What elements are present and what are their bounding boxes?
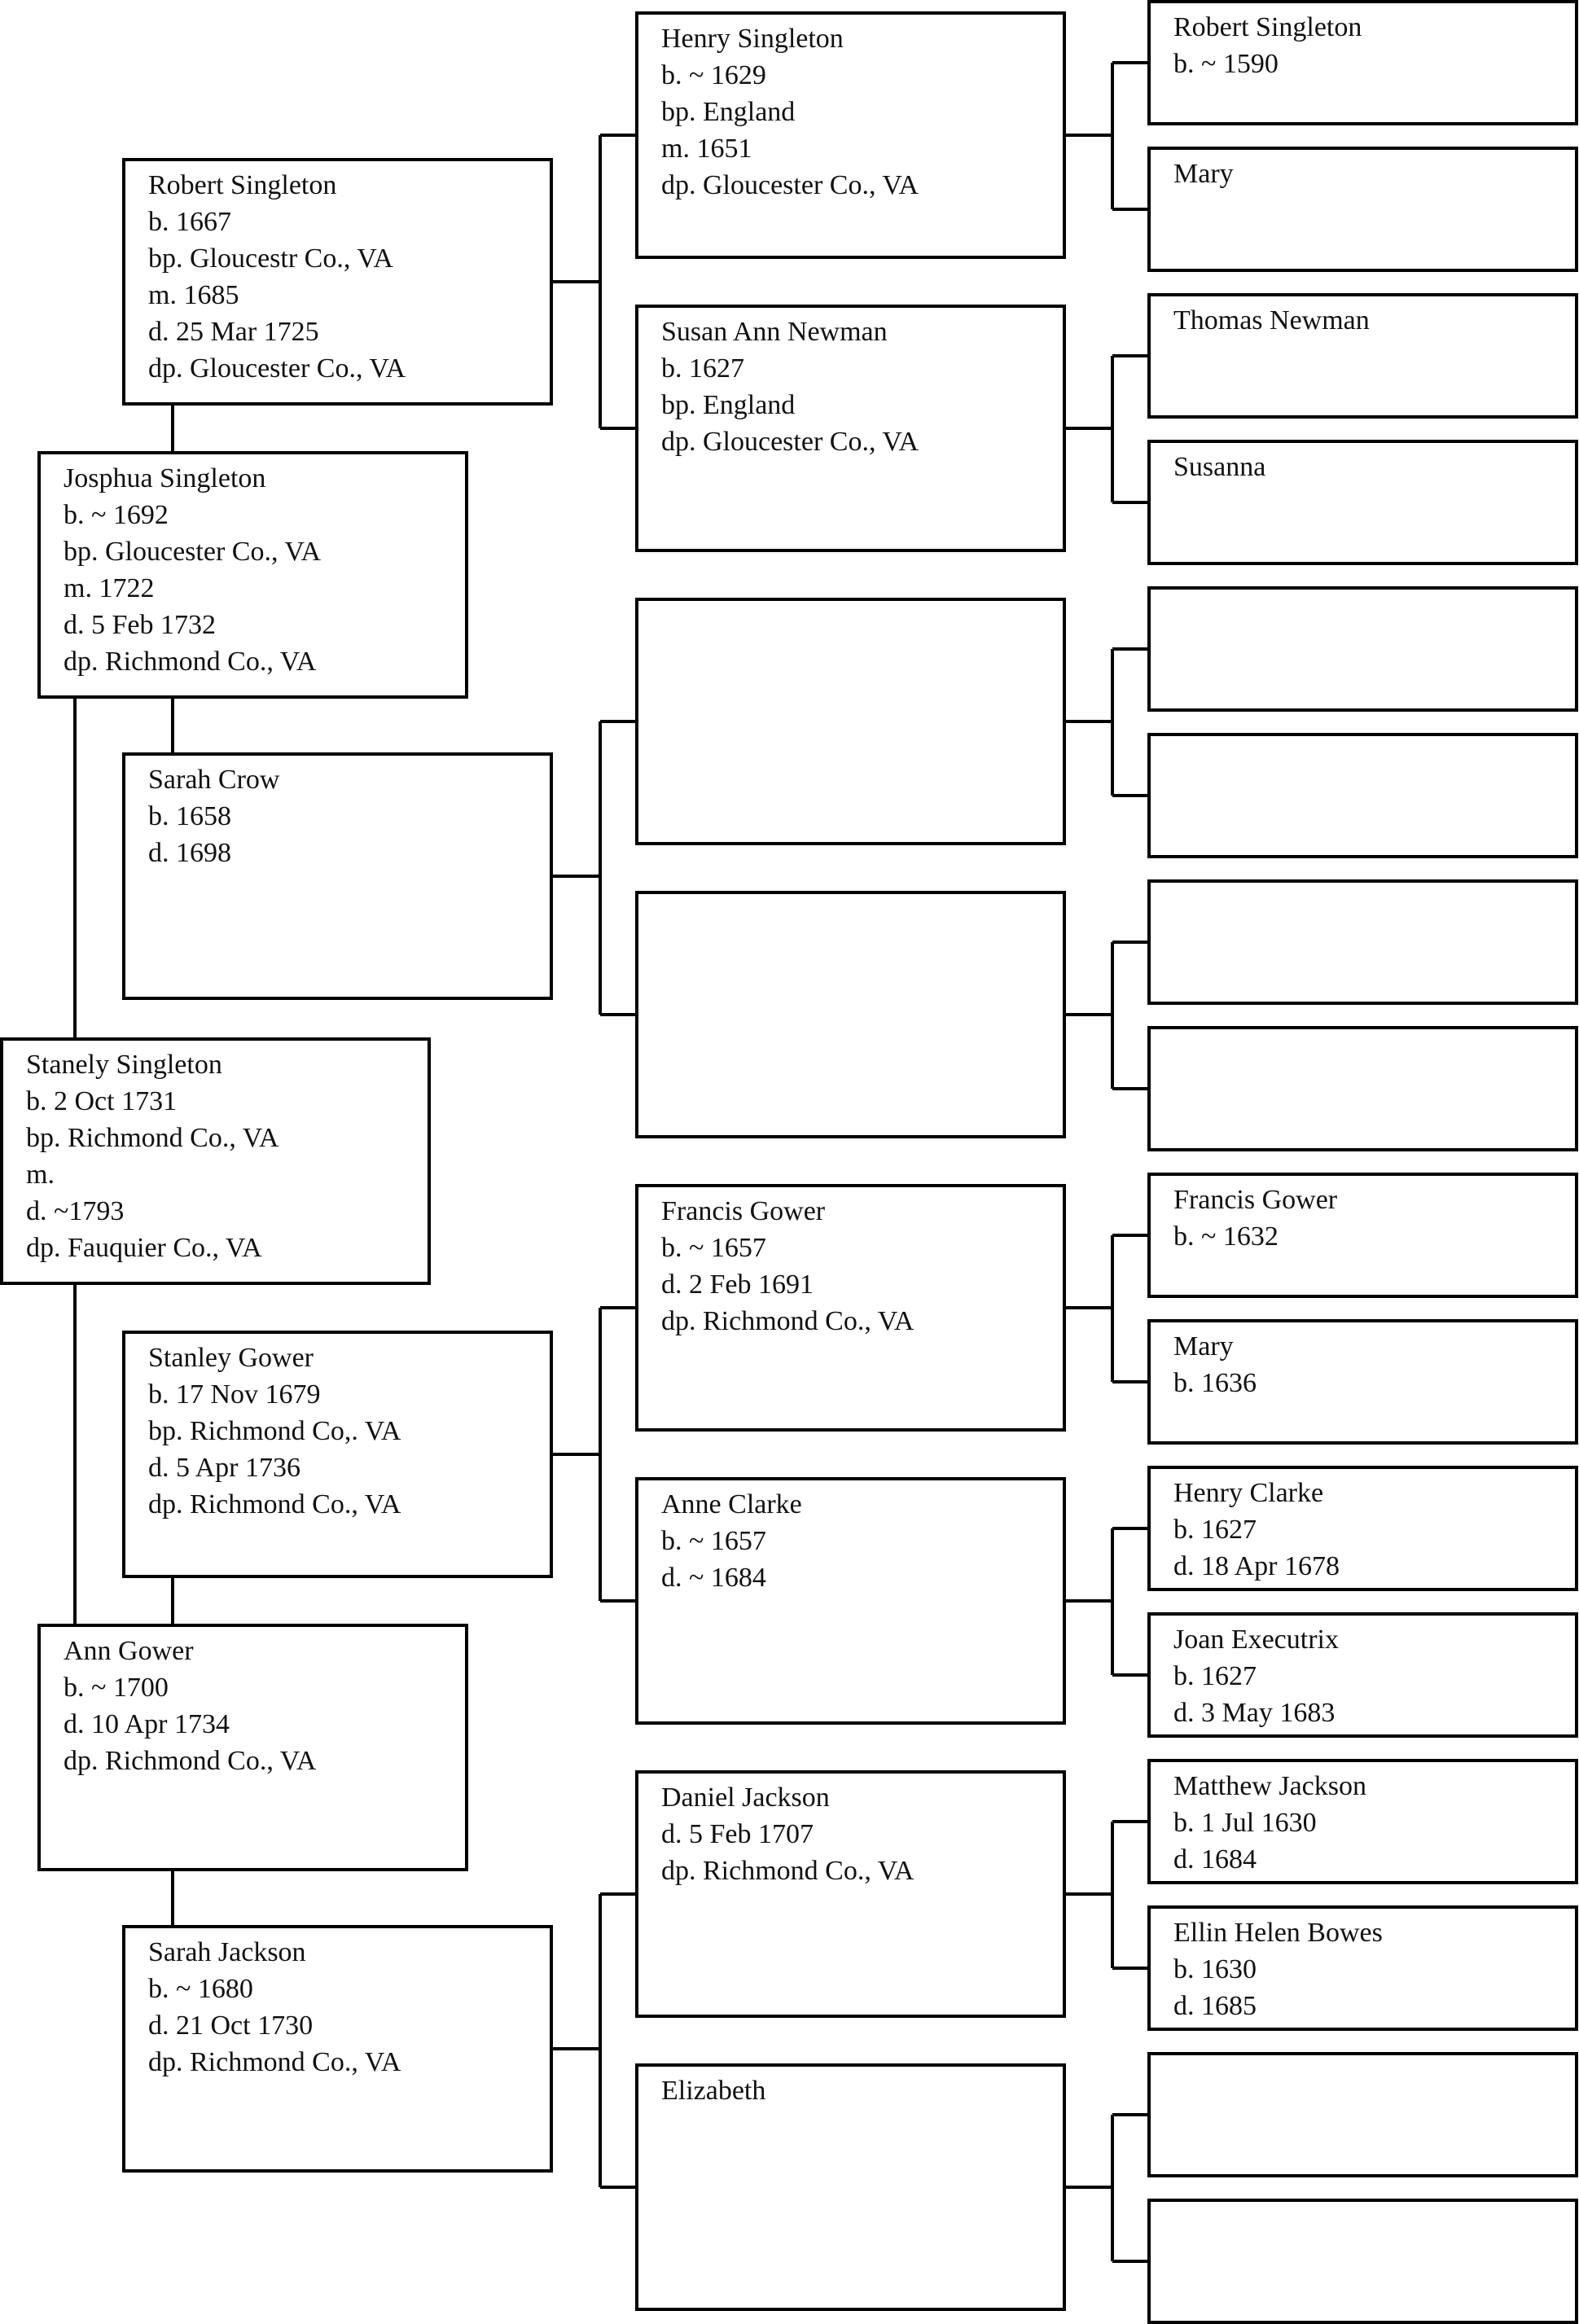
person-box (637, 1186, 1064, 1430)
person-detail: d. 5 Feb 1707 (661, 1819, 814, 1849)
person-box-frame (1149, 2200, 1577, 2322)
person-detail: d. 18 Apr 1678 (1173, 1551, 1340, 1581)
person-detail: b. ~ 1629 (661, 60, 766, 90)
person-name: Joan Executrix (1173, 1625, 1339, 1655)
person-detail: b. ~ 1680 (148, 1974, 253, 2004)
person-detail: b. ~ 1657 (661, 1526, 766, 1556)
person-box (1149, 1907, 1577, 2029)
person-detail: bp. Gloucestr Co., VA (148, 243, 393, 274)
person-box (124, 1927, 551, 2171)
person-detail: bp. Gloucester Co., VA (64, 537, 322, 567)
person-detail: dp. Gloucester Co., VA (661, 170, 919, 200)
person-box (124, 754, 551, 998)
person-detail: b. 1627 (1173, 1661, 1257, 1691)
person-box (1149, 1174, 1577, 1296)
person-detail: dp. Richmond Co., VA (661, 1306, 915, 1336)
person-box-frame (1149, 588, 1577, 710)
person-box (1149, 441, 1577, 563)
person-detail: dp. Richmond Co., VA (148, 2047, 401, 2077)
person-box (637, 1772, 1064, 2016)
person-detail: d. 1685 (1173, 1991, 1257, 2021)
person-detail: dp. Richmond Co., VA (661, 1856, 915, 1886)
person-detail: b. ~ 1590 (1173, 49, 1279, 79)
person-detail: d. ~ 1684 (661, 1563, 766, 1593)
person-box (39, 453, 467, 697)
person-name: Mary (1173, 159, 1234, 189)
person-box (1149, 295, 1577, 417)
person-box (1149, 734, 1577, 857)
person-box (2, 1039, 429, 1283)
person-box (637, 306, 1064, 550)
person-detail: b. 1636 (1173, 1368, 1257, 1398)
person-detail: d. 25 Mar 1725 (148, 317, 319, 347)
person-detail: bp. Richmond Co,. VA (148, 1416, 401, 1446)
person-detail: m. 1685 (148, 280, 239, 310)
person-box (637, 2065, 1064, 2309)
person-box (39, 1625, 467, 1870)
person-name: Susanna (1173, 452, 1266, 482)
person-box (124, 1332, 551, 1576)
person-name: Ellin Helen Bowes (1173, 1918, 1383, 1948)
person-detail: d. 10 Apr 1734 (64, 1709, 230, 1739)
person-box-frame (637, 892, 1064, 1137)
person-detail: b. 1 Jul 1630 (1173, 1808, 1317, 1838)
person-detail: b. ~ 1657 (661, 1233, 766, 1263)
person-detail: b. 1630 (1173, 1954, 1257, 1984)
person-detail: dp. Richmond Co., VA (148, 1489, 401, 1519)
person-box (124, 160, 551, 404)
person-detail: d. 1698 (148, 838, 231, 868)
person-detail: b. 17 Nov 1679 (148, 1379, 321, 1410)
person-name: Mary (1173, 1331, 1234, 1362)
person-name: Henry Singleton (661, 24, 844, 54)
person-name: Sarah Jackson (148, 1937, 306, 1967)
person-box-frame (1149, 1028, 1577, 1150)
person-detail: dp. Gloucester Co., VA (148, 353, 406, 384)
person-name: Stanely Singleton (26, 1050, 222, 1080)
person-box-frame (1149, 881, 1577, 1003)
person-detail: m. 1722 (64, 573, 155, 603)
person-name: Susan Ann Newman (661, 317, 888, 347)
person-box (637, 13, 1064, 257)
person-box (1149, 2, 1577, 124)
person-detail: dp. Richmond Co., VA (64, 647, 317, 677)
person-box (1149, 588, 1577, 710)
person-box-frame (1149, 734, 1577, 857)
person-name: Francis Gower (1173, 1185, 1338, 1215)
person-detail: b. ~ 1692 (64, 500, 169, 530)
person-box (1149, 881, 1577, 1003)
person-name: Sarah Crow (148, 765, 280, 795)
person-detail: d. 5 Feb 1732 (64, 610, 216, 640)
person-box (1149, 1467, 1577, 1590)
person-detail: dp. Gloucester Co., VA (661, 427, 919, 457)
person-name: Elizabeth (661, 2076, 766, 2106)
person-detail: b. 1627 (661, 353, 744, 384)
person-box (1149, 148, 1577, 270)
person-detail: b. 1627 (1173, 1515, 1257, 1545)
person-name: Henry Clarke (1173, 1478, 1324, 1508)
person-box (1149, 1321, 1577, 1443)
person-name: Francis Gower (661, 1196, 826, 1226)
person-name: Matthew Jackson (1173, 1771, 1367, 1801)
person-box (637, 1479, 1064, 1723)
person-name: Josphua Singleton (64, 463, 266, 493)
person-boxes (2, 2, 1577, 2322)
person-detail: b. 2 Oct 1731 (26, 1086, 178, 1116)
person-detail: bp. England (661, 390, 796, 420)
person-box (1149, 2200, 1577, 2322)
person-box-frame (1149, 2054, 1577, 2176)
person-detail: m. 1651 (661, 134, 752, 164)
person-box (1149, 1761, 1577, 1883)
person-detail: bp. Richmond Co., VA (26, 1123, 279, 1153)
person-name: Ann Gower (64, 1636, 194, 1666)
person-detail: b. ~ 1632 (1173, 1221, 1279, 1252)
person-box (1149, 2054, 1577, 2176)
person-detail: d. 3 May 1683 (1173, 1698, 1336, 1728)
person-name: Robert Singleton (1173, 12, 1362, 42)
person-box (637, 892, 1064, 1137)
person-detail: d. 5 Apr 1736 (148, 1453, 300, 1483)
person-box-frame (637, 599, 1064, 844)
person-detail: b. ~ 1700 (64, 1673, 169, 1703)
person-detail: b. 1658 (148, 801, 231, 831)
person-name: Daniel Jackson (661, 1782, 830, 1813)
person-name: Thomas Newman (1173, 305, 1370, 335)
person-detail: d. 21 Oct 1730 (148, 2010, 314, 2041)
person-name: Anne Clarke (661, 1489, 802, 1519)
person-box (1149, 1614, 1577, 1736)
person-detail: b. 1667 (148, 207, 231, 237)
person-name: Robert Singleton (148, 170, 337, 200)
person-box (1149, 1028, 1577, 1150)
person-name: Stanley Gower (148, 1343, 314, 1373)
person-detail: dp. Fauquier Co., VA (26, 1233, 262, 1263)
person-detail: d. ~1793 (26, 1196, 125, 1226)
person-detail: d. 2 Feb 1691 (661, 1269, 814, 1300)
person-detail: dp. Richmond Co., VA (64, 1746, 317, 1776)
person-detail: bp. England (661, 97, 796, 127)
person-box (637, 599, 1064, 844)
person-detail: m. (26, 1160, 55, 1190)
person-detail: d. 1684 (1173, 1844, 1257, 1875)
